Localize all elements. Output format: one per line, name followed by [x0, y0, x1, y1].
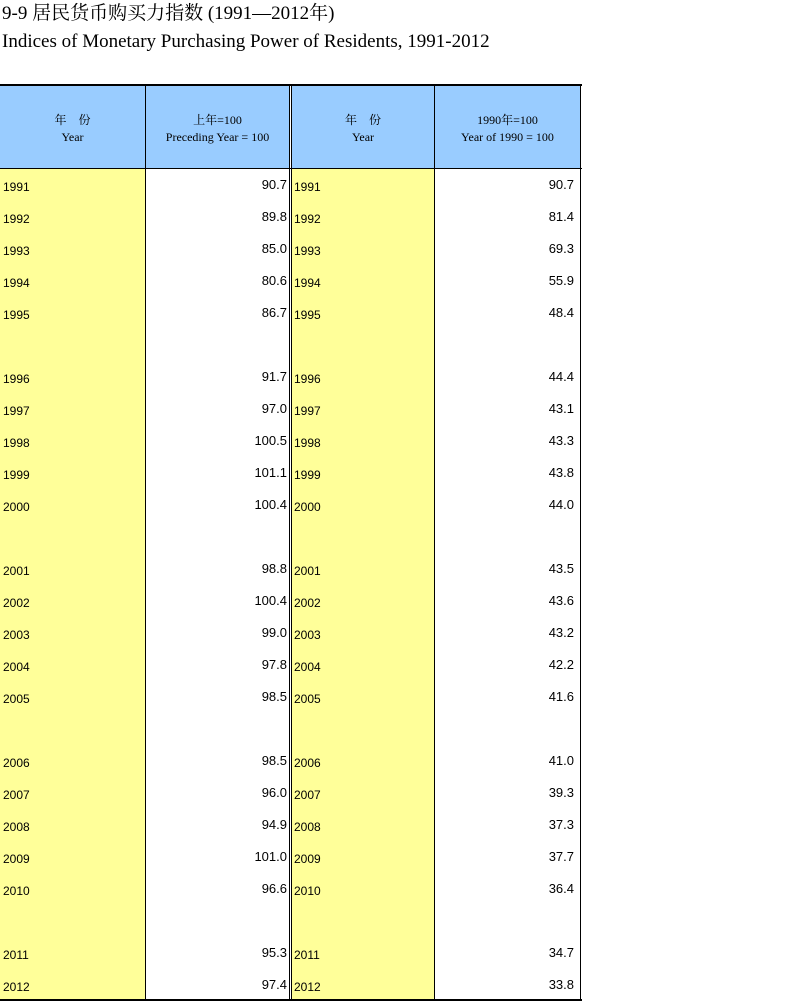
year-cell-left: 2008 [3, 820, 30, 834]
year-cell-left: 1998 [3, 436, 30, 450]
table-row [0, 298, 582, 330]
preceding-year-value: 99.0 [261, 625, 287, 640]
preceding-year-value: 91.7 [261, 369, 287, 384]
base-1990-value: 43.2 [548, 625, 574, 640]
year-cell-left: 2011 [3, 948, 29, 962]
table-row [0, 202, 582, 234]
header-base-1990-zh: 1990年=100 [477, 113, 538, 127]
table-row [0, 682, 582, 714]
year-cell-right: 1995 [294, 308, 321, 322]
year-cell-right: 1994 [294, 276, 321, 290]
base-1990-value: 43.1 [548, 401, 574, 416]
year-cell-left: 1991 [3, 180, 30, 194]
table-row [0, 394, 582, 426]
year-cell-left: 2005 [3, 692, 30, 706]
table-row [0, 938, 582, 970]
table-row [0, 650, 582, 682]
purchasing-power-table [0, 84, 582, 1002]
year-cell-right: 2001 [294, 564, 321, 578]
page-title-chinese: 9-9 居民货币购买力指数 (1991—2012年) [2, 3, 335, 24]
preceding-year-value: 97.0 [261, 401, 287, 416]
table-body [0, 84, 582, 1002]
base-1990-value: 36.4 [548, 881, 574, 896]
year-cell-right: 1993 [294, 244, 321, 258]
year-cell-left: 1992 [3, 212, 30, 226]
year-cell-right: 1997 [294, 404, 321, 418]
year-cell-left: 2002 [3, 596, 30, 610]
year-cell-left: 1994 [3, 276, 30, 290]
year-cell-left: 1997 [3, 404, 30, 418]
base-1990-value: 44.4 [548, 369, 574, 384]
table-row [0, 554, 582, 586]
table-row [0, 490, 582, 522]
table-row [0, 778, 582, 810]
table-row [0, 970, 582, 1002]
year-cell-right: 2004 [294, 660, 321, 674]
base-1990-value: 37.3 [548, 817, 574, 832]
table-row [0, 426, 582, 458]
preceding-year-value: 100.4 [254, 497, 287, 512]
base-1990-value: 39.3 [548, 785, 574, 800]
preceding-year-value: 90.7 [261, 177, 287, 192]
base-1990-value: 55.9 [548, 273, 574, 288]
year-cell-left: 1999 [3, 468, 30, 482]
base-1990-value: 34.7 [548, 945, 574, 960]
year-cell-right: 2007 [294, 788, 321, 802]
year-cell-right: 1998 [294, 436, 321, 450]
table-row [0, 810, 582, 842]
year-cell-left: 2000 [3, 500, 30, 514]
year-cell-left: 2010 [3, 884, 30, 898]
year-cell-right: 2010 [294, 884, 321, 898]
year-cell-left: 2012 [3, 980, 30, 994]
year-cell-left: 2004 [3, 660, 30, 674]
table-row [0, 874, 582, 906]
page-title-english: Indices of Monetary Purchasing Power of Residents, 1991-2012 [2, 31, 490, 52]
year-cell-right: 2005 [294, 692, 321, 706]
base-1990-value: 44.0 [548, 497, 574, 512]
preceding-year-value: 100.4 [254, 593, 287, 608]
preceding-year-value: 96.0 [261, 785, 287, 800]
header-preceding-year-zh: 上年=100 [193, 113, 242, 127]
base-1990-value: 43.8 [548, 465, 574, 480]
preceding-year-value: 97.8 [261, 657, 287, 672]
header-year-right-en: Year [351, 130, 375, 144]
preceding-year-value: 94.9 [261, 817, 287, 832]
base-1990-value: 37.7 [548, 849, 574, 864]
preceding-year-value: 89.8 [261, 209, 287, 224]
year-cell-left: 1996 [3, 372, 30, 386]
table-row [0, 618, 582, 650]
year-cell-left: 2007 [3, 788, 30, 802]
preceding-year-value: 98.8 [261, 561, 287, 576]
base-1990-value: 42.2 [548, 657, 574, 672]
preceding-year-value: 101.0 [254, 849, 287, 864]
year-cell-right: 2002 [294, 596, 321, 610]
preceding-year-value: 85.0 [261, 241, 287, 256]
base-1990-value: 43.6 [548, 593, 574, 608]
year-cell-right: 1996 [294, 372, 321, 386]
preceding-year-value: 97.4 [261, 977, 287, 992]
preceding-year-value: 80.6 [261, 273, 287, 288]
preceding-year-value: 95.3 [261, 945, 287, 960]
table-row [0, 234, 582, 266]
header-year-right-zh: 年 份 [344, 113, 381, 127]
year-cell-right: 2000 [294, 500, 321, 514]
base-1990-value: 43.3 [548, 433, 574, 448]
table-row [0, 586, 582, 618]
preceding-year-value: 98.5 [261, 689, 287, 704]
year-cell-left: 2009 [3, 852, 30, 866]
table-row [0, 458, 582, 490]
base-1990-value: 69.3 [548, 241, 574, 256]
header-year-left-zh: 年 份 [54, 113, 91, 127]
base-1990-value: 48.4 [548, 305, 574, 320]
base-1990-value: 90.7 [548, 177, 574, 192]
preceding-year-value: 100.5 [254, 433, 287, 448]
table-row [0, 842, 582, 874]
year-cell-right: 2012 [294, 980, 321, 994]
year-cell-right: 1999 [294, 468, 321, 482]
base-1990-value: 41.0 [548, 753, 574, 768]
header-preceding-year-en: Preceding Year = 100 [165, 130, 270, 144]
year-cell-right: 2009 [294, 852, 321, 866]
header-year-left-en: Year [61, 130, 84, 144]
base-1990-value: 33.8 [548, 977, 574, 992]
year-cell-right: 2011 [294, 948, 320, 962]
year-cell-right: 1991 [294, 180, 321, 194]
preceding-year-value: 96.6 [261, 881, 287, 896]
base-1990-value: 43.5 [548, 561, 574, 576]
year-cell-left: 2003 [3, 628, 30, 642]
table-row [0, 746, 582, 778]
preceding-year-value: 101.1 [254, 465, 287, 480]
header-base-1990-en: Year of 1990 = 100 [461, 130, 554, 144]
table-row [0, 170, 582, 202]
base-1990-value: 41.6 [548, 689, 574, 704]
table-row [0, 362, 582, 394]
preceding-year-value: 98.5 [261, 753, 287, 768]
year-cell-right: 2008 [294, 820, 321, 834]
year-cell-right: 2003 [294, 628, 321, 642]
year-cell-right: 1992 [294, 212, 321, 226]
year-cell-right: 2006 [294, 756, 321, 770]
base-1990-value: 81.4 [548, 209, 574, 224]
year-cell-left: 1995 [3, 308, 30, 322]
year-cell-left: 2006 [3, 756, 30, 770]
year-cell-left: 2001 [3, 564, 30, 578]
table-row [0, 266, 582, 298]
year-cell-left: 1993 [3, 244, 30, 258]
preceding-year-value: 86.7 [261, 305, 287, 320]
